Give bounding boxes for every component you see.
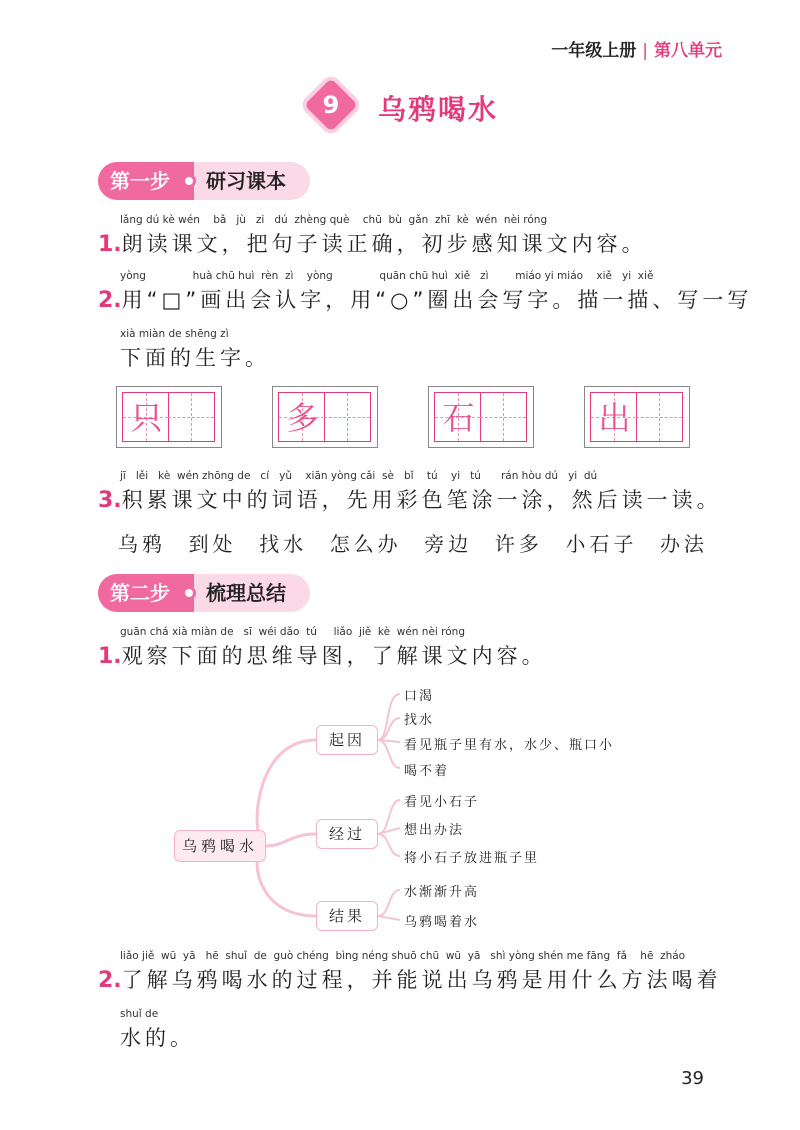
page-number: 39	[681, 1068, 704, 1089]
vocab-word[interactable]: 许多	[494, 532, 543, 556]
mindmap-leaf: 看见小石子	[404, 795, 480, 810]
q5-number: 2.	[98, 968, 122, 993]
unit-label: 第八单元	[654, 41, 722, 61]
mindmap-leaf: 水渐渐升高	[404, 885, 480, 900]
mindmap-leaf: 想出办法	[404, 823, 465, 838]
q5-pinyin-1: liǎo jiě wū yā hē shuǐ de guò chéng bìng néng shuō chū wū yā shì yòng shén me fāng fǎ hē zháo	[120, 950, 686, 962]
step-two-name: 梳理总结	[206, 581, 286, 605]
step-two-tag: 第二步	[98, 574, 194, 612]
mindmap-branch-result: 结果	[316, 901, 378, 931]
header-separator: |	[642, 41, 648, 61]
mindmap-leaf: 喝不着	[404, 764, 450, 779]
practice-character: 只	[130, 399, 163, 437]
practice-character: 石	[442, 399, 475, 437]
vocab-word[interactable]: 小石子	[565, 532, 638, 556]
q2-pinyin-2: xià miàn de shēng zì	[120, 328, 229, 340]
q5-pinyin-2: shuǐ de	[120, 1008, 159, 1020]
q4-pinyin: guān chá xià miàn de sī wéi dǎo tú liǎo jiě kè wén nèi róng	[120, 626, 466, 638]
vocab-word[interactable]: 办法	[659, 532, 708, 556]
q5-text-2: 水的。	[120, 1026, 195, 1050]
vocab-word[interactable]: 旁边	[424, 532, 473, 556]
step-one-name: 研习课本	[206, 169, 286, 193]
vocab-word[interactable]: 到处	[188, 532, 237, 556]
practice-character: 多	[286, 399, 319, 437]
q1-pinyin: lǎng dú kè wén bǎ jù zi dú zhèng què chū bù gǎn zhī kè wén nèi róng	[120, 214, 548, 226]
vocab-word[interactable]: 怎么办	[329, 532, 402, 556]
lesson-title: 乌鸦喝水	[378, 93, 499, 126]
mindmap-leaf: 将小石子放进瓶子里	[404, 851, 540, 866]
q2-number: 2.	[98, 288, 122, 313]
q3-number: 3.	[98, 488, 122, 513]
mindmap-branch-process: 经过	[316, 819, 378, 849]
mindmap-leaf: 找水	[404, 713, 435, 728]
q3-pinyin: jī lěi kè wén zhōng de cí yǔ xiān yòng cǎi sè bǐ tú yi tú rán hòu dú yi dú	[120, 470, 598, 482]
step-one-tag: 第一步	[98, 162, 194, 200]
q3-text: 积累课文中的词语，先用彩色笔涂一涂，然后读一读。	[121, 488, 722, 512]
mindmap-root: 乌鸦喝水	[174, 830, 266, 862]
practice-character: 出	[598, 399, 631, 437]
q5-text-1: 了解乌鸦喝水的过程，并能说出乌鸦是用什么方法喝着	[121, 968, 722, 992]
question-5	[98, 950, 722, 1053]
q1-number: 1.	[98, 232, 122, 257]
q4-number: 1.	[98, 644, 122, 669]
mindmap-leaf: 口渴	[404, 689, 435, 704]
vocab-word[interactable]: 乌鸦	[118, 532, 166, 556]
q4-text: 观察下面的思维导图，了解课文内容。	[121, 644, 547, 668]
mindmap-leaf: 看见瓶子里有水，水少、瓶口小	[404, 738, 615, 753]
q2-text-1: 用“□”画出会认字，用“○”圈出会写字。描一描、写一写	[121, 288, 753, 312]
q2-pinyin-1: yòng huà chū huì rèn zì yòng quān chū huì xiě zì miáo yi miáo xiě yi xiě	[120, 270, 654, 282]
q1-text: 朗读课文，把句子读正确，初步感知课文内容。	[121, 232, 647, 256]
q2-text-2: 下面的生字。	[120, 346, 270, 370]
grade-label: 一年级上册	[551, 41, 637, 61]
vocab-word[interactable]: 找水	[259, 532, 308, 556]
mindmap-leaf: 乌鸦喝着水	[404, 915, 480, 930]
mindmap-branch-cause: 起因	[316, 725, 378, 755]
lesson-number: 9	[322, 91, 340, 119]
